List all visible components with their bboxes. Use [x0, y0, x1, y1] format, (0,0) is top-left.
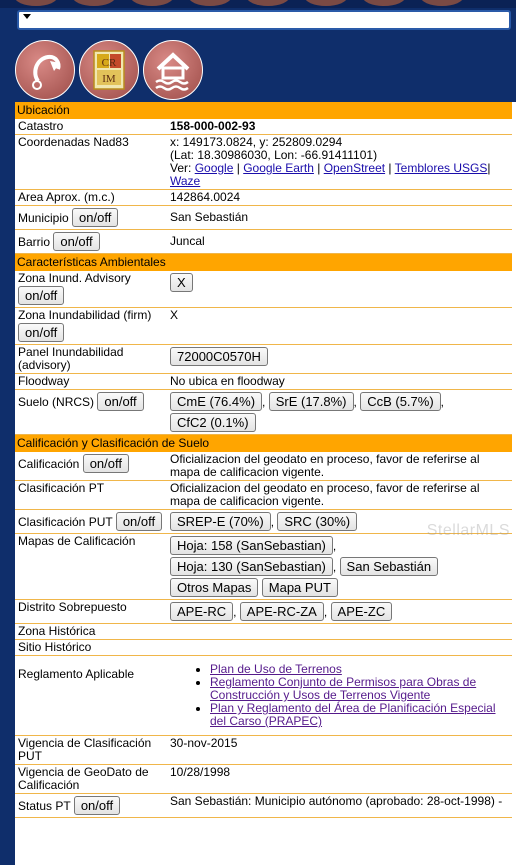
- reglamento-conjunto-link[interactable]: Reglamento Conjunto de Permisos para Obras de Construcción y Usos de Terrenos Vigente: [210, 675, 477, 702]
- mapas-label: Mapas de Calificación: [15, 534, 167, 600]
- barrio-toggle-button[interactable]: on/off: [53, 232, 99, 251]
- floodway-label: Floodway: [15, 374, 167, 390]
- list-item: [210, 676, 509, 702]
- floodway-value: No ubica en floodway: [167, 374, 512, 390]
- mapa-hoja-158-button[interactable]: Hoja: 158 (SanSebastian): [170, 536, 333, 555]
- mapa-hoja-130-button[interactable]: Hoja: 130 (SanSebastian): [170, 557, 333, 576]
- google-link[interactable]: Google: [194, 161, 234, 175]
- put-src-button[interactable]: SRC (30%): [277, 512, 357, 531]
- clasificacion-pt-value: Oficializacion del geodato en proceso, favor de referirse al mapa de calificacion vigente.: [167, 481, 512, 510]
- toolbar-tab-icon[interactable]: [14, 0, 58, 6]
- barrio-label: Barrio: [18, 235, 51, 249]
- clasificacion-put-toggle-button[interactable]: on/off: [116, 512, 162, 531]
- reglamento-label: Reglamento Aplicable: [15, 656, 167, 736]
- municipio-label: Municipio: [18, 211, 69, 225]
- toolbar-tab-icon[interactable]: [72, 0, 116, 6]
- reglamento-list: [170, 663, 509, 728]
- vigencia-geodato-label: Vigencia de GeoDato de Calificación: [15, 765, 167, 794]
- ver-label: Ver:: [170, 161, 192, 175]
- section-header-ambientales: Características Ambientales: [15, 254, 512, 272]
- parcel-info-table: Ubicación Catastro 158-000-002-93 Coordenadas Nad83 x: 149173.0824, y: 252809.0294 (Lat: 18.30986030, Lon: -66.91411101) Ver: Google | Google Earth | OpenStreet | Temblores USGS| Waze Area Aprox. (m.c.) 142864.0024 Municipio on/off San Sebastián Barrio on/off Juncal Características Ambientales Zona Inund. Advisory on/off X Zona Inundabilidad (firm) on/off X Panel Inundabilidad (advisory) 72000C0570H Floodway No ubica en floodway Suelo (NRCS) on/off CmE (76.4%) , SrE (17.8%) , CcB (5.7%) , CfC2 (0.1%) Calificación y Clasificación de Suelo Calificación on/off Oficializacion del geodato en proceso, favor de referirse al mapa de calificacion vigente. Clasificación PT Oficializacion del geodato en proceso, favor de referirse al mapa de calificacion vigente. Clasificación PUT on/off SREP-E (70%) , SRC (30%) Mapas de Calificación Hoja: 158 (SanSebastian) , Hoja: 130 (SanSebastian) , San Sebastián Otros Mapas Mapa PUT Distrito Sobrepuesto APE-RC , APE-RC-ZA , APE-ZC Zona Histórica Sitio Histórico Reglamento Aplicable • Plan de Uso de Terrenos • Reglamento Conjunto de Permisos para Obras de Construcción y Usos de Terrenos Vigente • Plan y Reglamento del Área de Planificación Especial del Carso (PRAPEC) Vigencia de Clasificación PUT 30-nov-2015 Vigencia de GeoDato de Calificación 10/28/1998 Status PT on/off San Sebastián: Municipio autónomo (aprobado: 28-oct-1998) -: [15, 102, 512, 818]
- zona-firm-value: X: [167, 308, 512, 345]
- toolbar-tab-icon[interactable]: [420, 0, 464, 6]
- status-pt-value: San Sebastián: Municipio autónomo (aprobado: 28-oct-1998) -: [167, 794, 512, 818]
- mapa-san-sebastian-button[interactable]: San Sebastián: [340, 557, 439, 576]
- area-value: 142864.0024: [167, 190, 512, 206]
- barrio-value: Juncal: [167, 230, 512, 254]
- flood-house-icon[interactable]: [143, 40, 203, 100]
- catastro-value: 158-000-002-93: [170, 119, 256, 133]
- vigencia-geodato-value: 10/28/1998: [167, 765, 512, 794]
- status-pt-label: Status PT: [18, 799, 71, 813]
- search-input[interactable]: [17, 10, 511, 30]
- watermark: StellarMLS: [426, 522, 510, 539]
- panel-label: Panel Inundabilidad (advisory): [15, 345, 167, 374]
- top-toolbar-strip: [0, 0, 516, 8]
- crim-logo-icon[interactable]: [79, 40, 139, 100]
- suelo-cfc2-button[interactable]: CfC2 (0.1%): [170, 413, 256, 432]
- waze-link[interactable]: Waze: [170, 174, 201, 188]
- area-label: Area Aprox. (m.c.): [15, 190, 167, 206]
- calificacion-toggle-button[interactable]: on/off: [83, 454, 129, 473]
- coord-latlon: (Lat: 18.30986030, Lon: -66.91411101): [170, 148, 378, 162]
- zona-firm-label: Zona Inundabilidad (firm): [18, 308, 152, 322]
- toolbar-tab-icon[interactable]: [188, 0, 232, 6]
- suelo-toggle-button[interactable]: on/off: [97, 392, 143, 411]
- toolbar-tab-icon[interactable]: [246, 0, 290, 6]
- status-pt-toggle-button[interactable]: on/off: [74, 796, 120, 815]
- municipio-value: San Sebastián: [167, 206, 512, 230]
- distrito-ape-rc-za-button[interactable]: APE-RC-ZA: [240, 602, 324, 621]
- catastro-label: Catastro: [15, 119, 167, 135]
- toolbar-tab-icon[interactable]: [362, 0, 406, 6]
- municipio-toggle-button[interactable]: on/off: [72, 208, 118, 227]
- usgs-link[interactable]: Temblores USGS: [394, 161, 488, 175]
- toolbar-tab-icon[interactable]: [130, 0, 174, 6]
- suelo-label: Suelo (NRCS): [18, 395, 95, 409]
- suelo-cme-button[interactable]: CmE (76.4%): [170, 392, 262, 411]
- sitio-historico-label: Sitio Histórico: [15, 640, 167, 656]
- distrito-label: Distrito Sobrepuesto: [15, 600, 167, 624]
- clasificacion-put-label: Clasificación PUT: [18, 515, 113, 529]
- zona-advisory-value-button[interactable]: X: [170, 273, 193, 292]
- zona-firm-toggle-button[interactable]: on/off: [18, 323, 64, 342]
- distrito-ape-rc-button[interactable]: APE-RC: [170, 602, 233, 621]
- coordenadas-label: Coordenadas Nad83: [15, 135, 167, 190]
- toolbar-tab-icon[interactable]: [304, 0, 348, 6]
- suelo-sre-button[interactable]: SrE (17.8%): [269, 392, 354, 411]
- google-earth-link[interactable]: Google Earth: [243, 161, 314, 175]
- dropdown-caret-icon[interactable]: [23, 14, 31, 19]
- crim-text-top: CR: [101, 57, 117, 69]
- put-srep-e-button[interactable]: SREP-E (70%): [170, 512, 271, 531]
- vigencia-put-value: 30-nov-2015: [167, 736, 512, 765]
- section-header-ubicacion: Ubicación: [15, 102, 512, 119]
- list-item: [210, 702, 509, 728]
- plan-uso-terrenos-link[interactable]: Plan de Uso de Terrenos: [210, 662, 342, 676]
- prapec-link[interactable]: Plan y Reglamento del Área de Planificación Especial del Carso (PRAPEC): [210, 701, 496, 728]
- street-view-icon[interactable]: [15, 40, 75, 100]
- panel-button[interactable]: 72000C0570H: [170, 347, 268, 366]
- zona-historica-label: Zona Histórica: [15, 624, 167, 640]
- openstreet-link[interactable]: OpenStreet: [323, 161, 386, 175]
- coord-xy: x: 149173.0824, y: 252809.0294: [170, 135, 343, 149]
- calificacion-label: Calificación: [18, 457, 80, 471]
- ver-links: Ver: Google | Google Earth | OpenStreet | Temblores USGS| Waze: [170, 161, 491, 188]
- vigencia-put-label: Vigencia de Clasificación PUT: [15, 736, 167, 765]
- mapa-put-button[interactable]: Mapa PUT: [262, 578, 338, 597]
- zona-advisory-label: Zona Inund. Advisory: [18, 271, 131, 285]
- otros-mapas-button[interactable]: Otros Mapas: [170, 578, 258, 597]
- distrito-ape-zc-button[interactable]: APE-ZC: [331, 602, 393, 621]
- clasificacion-pt-label: Clasificación PT: [15, 481, 167, 510]
- section-header-calificacion: Calificación y Clasificación de Suelo: [15, 435, 512, 453]
- calificacion-value: Oficializacion del geodato en proceso, favor de referirse al mapa de calificacion vigente.: [167, 452, 512, 481]
- suelo-ccb-button[interactable]: CcB (5.7%): [360, 392, 440, 411]
- zona-advisory-toggle-button[interactable]: on/off: [18, 286, 64, 305]
- crim-text-bottom: IM: [102, 73, 116, 85]
- parcel-info-panel: [15, 102, 516, 865]
